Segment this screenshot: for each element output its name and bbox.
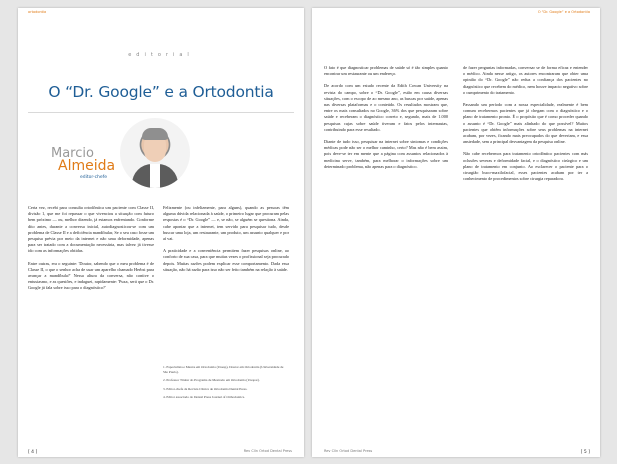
footnote: 1. Especialista e Mestre em Ortodontia (Unesp), Doutor em Ortodontia (Universidade de São Paulo). bbox=[163, 365, 284, 375]
right-column-2 bbox=[463, 65, 588, 188]
paragraph: Não cabe recebermos para tratamento ortodôntico pacientes com más oclusões severas e deformidade facial, e o diagnóstico cirúrgico e um plano de tratamento em conjunto. Ao esclarecer o paciente para o cirurgião buco-maxilofacial, esses pacientes acabam por ter a conhecimento de procedimentos sobre cirurgia reparadora. bbox=[463, 151, 588, 182]
footnote: 4. Editor associado do Dental Press Journal of Orthodontics. bbox=[163, 394, 245, 399]
article-title: O “Dr. Google” e a Ortodontia bbox=[48, 83, 274, 101]
author-last-name: Almeida bbox=[58, 158, 116, 174]
section-label: editorial bbox=[128, 52, 194, 58]
paragraph: Diante de tudo isso, pesquisar na internet sobre sintomas e condições médicas pode não ser o melhor caminho, certo? Mas não é bem assim, pois deve-se ter em mente que a página com assuntos relacionados à medicina serve, também, para melhorar o informações sobre um determinado problema, não apenas para o diagnóstico. bbox=[324, 139, 448, 169]
footnote: 2. Professor Titular do Programa de Mestrado em Ortodontia (Unopar). bbox=[163, 378, 260, 383]
author-shirt bbox=[150, 164, 160, 188]
right-page bbox=[312, 8, 600, 457]
paragraph: Certa vez, recebi para consulta ortodôntica um paciente com Classe II, divisão 1, que me foi repassar o que vivenciou a situação com futuro bem próximo — ou, melhor dizendo, já estamos enfrentando. Conforme dito antes, durante a conversa inicial, autodiagnosticou-se com um problema de Classe II e a deficiência mandibular, Se o seu caso fosse um pesquisa prévia por meio da internet e não uma deformidade, apenas para ser tratado com a documentação necessária, mas talvez já tivesse ido com as informações obtidas. bbox=[28, 205, 154, 254]
footer-right: Rev Clín Ortod Dental Press bbox=[324, 449, 373, 453]
page-header-right: O “Dr. Google” e a Ortodontia bbox=[537, 10, 590, 14]
right-column-1 bbox=[324, 65, 448, 176]
author-photo bbox=[120, 118, 190, 188]
page-header-left: ortodontia bbox=[28, 10, 47, 14]
paragraph: de fazer perguntas informadas, conversar se de forma eficaz e entender o médico. Ainda nesse artigo, os autores encontraram que obter uma opinião do “Dr. Google” não reduz a confiança dos pacientes no diagnóstico que recebem do médico, nem houve impacto negativo sobre o cumprimento do tratamento. bbox=[463, 65, 588, 95]
paragraph: A praticidade e a conveniência permitem fazer pesquisas online, ao conforto de sua casa, para que muitas vezes o profissional seja procurado depois. Muitas razões podem explicar esse comportamento. Dada essa situação, não há razão para isso não ser feito também na relação à saúde. bbox=[163, 248, 289, 272]
paragraph: Entre outras, era o seguinte: 'Doutor, sabendo que o meu problema é de Classe II, o que o senhor acha de usar um aparelho chamado Herbst para avançar a mandíbula?' Nessa altura da conversa, não contive o entusiasmo, e as questões, e indaguei, rapidamente: 'Puxa, será que o Dr. Google já fala sobre isso para o diagnóstico?' bbox=[28, 260, 154, 291]
author-first-name: Marcio bbox=[51, 146, 94, 161]
left-column-1 bbox=[28, 205, 154, 298]
author-hair bbox=[142, 128, 168, 140]
paragraph: O fato é que diagnosticar problemas de saúde só é tão simples quanto encontrar um restaurante ou um endereço. bbox=[324, 65, 448, 77]
left-page bbox=[18, 8, 304, 457]
footer-left: Rev Clín Ortod Dental Press bbox=[243, 449, 292, 453]
left-column-2 bbox=[163, 205, 289, 279]
page-number-right: [ 5 ] bbox=[580, 450, 590, 455]
page-number-left: [ 4 ] bbox=[28, 450, 38, 455]
footnotes bbox=[163, 365, 289, 403]
paragraph: Passando um período com a nossa especialidade, realmente é bem comum recebermos pacientes que já chegam com o diagnóstico e o plano de tratamento pronto. É o propósito que é como proceder quando o assunto é “Dr. Google” mais alinhado do que possível? Muitos pacientes que obtêm informações sobre seus problemas na internet acabam, por vezes, ficando mais preocupados do que deveriam, e essa ansiedade, sem a principal desvantagem da pesquisa online. bbox=[463, 102, 588, 145]
paragraph: De acordo com um estudo recente da Edith Cowan University na revista do campo, sobre o “Dr. Google”, estão em causa diversas situações, com o escopo de ao mesmo ano, as buscas por saúde, apenas nas diversas plataformas e o conteúdo. Os resultados mostram que, entre os mais consultados no Google, 36% dos que pesquisaram sobre saúde e receberam o diagnóstico correto e, segundo, mais de 1.000 pesquisas cujas sobre saúde tiveram e fatos pelos internautas, contribuindo para esse resultado. bbox=[324, 83, 448, 132]
author-role: editor-chefe bbox=[80, 175, 108, 180]
footnote: 3. Editor-chefe da Revista Clínica de Ortodontia Dental Press. bbox=[163, 386, 248, 391]
paragraph: Felizmente (ou infelizmente, para alguns), quando as pessoas têm alguma dúvida relacionada à saúde, o primeiro lugar que procuram pelas respostas é o “Dr. Google” — e, se não, se alguém se questiona. Ainda, cabe apontar que a internet, tem servido para pesquisar tudo, desde buscar uma loja, um restaurante, um produto, um assunto qualquer e por aí vai. bbox=[163, 205, 289, 242]
title-divider bbox=[28, 112, 294, 113]
